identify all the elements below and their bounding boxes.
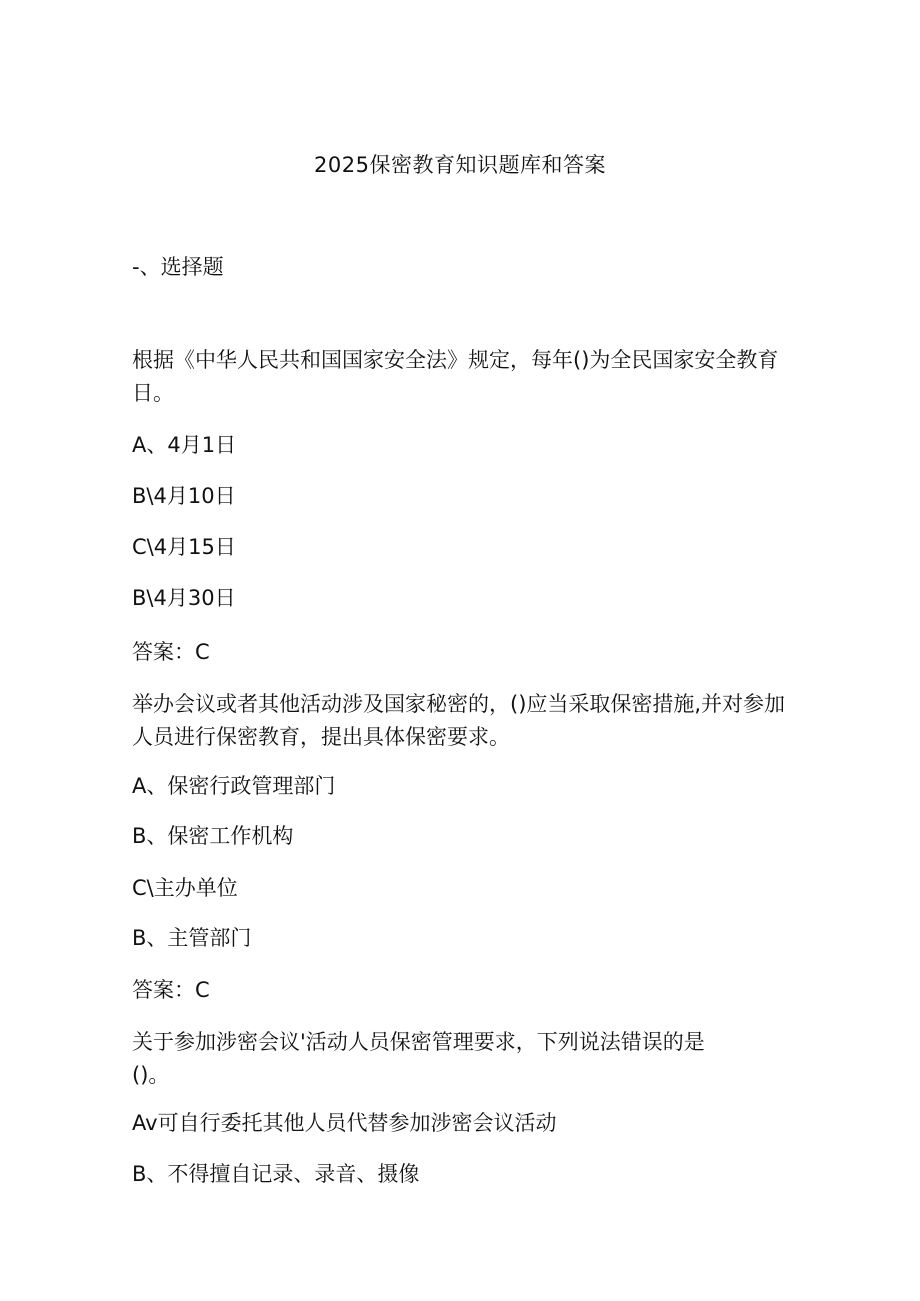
question-2-option-a: A、保密行政管理部门	[132, 774, 336, 798]
question-1-text: 根据《中华人民共和国国家安全法》规定，每年()为全民国家安全教育日。	[132, 348, 779, 405]
section-heading: -、选择题	[132, 255, 224, 279]
question-3-text: 关于参加涉密会议'活动人员保密管理要求，下列说法错误的是()。	[132, 1030, 705, 1087]
question-2-text: 举办会议或者其他活动涉及国家秘密的，()应当采取保密措施,并对参加人员进行保密教育，提出具体保密要求。	[132, 692, 786, 749]
question-1-option-a: A、4月1日	[132, 433, 237, 457]
question-3-option-b: B、不得擅自记录、录音、摄像	[132, 1162, 420, 1186]
question-1-option-b: B\4月10日	[132, 484, 236, 508]
question-2-option-c: C\主办单位	[132, 876, 238, 900]
question-2-option-b: B、保密工作机构	[132, 824, 294, 848]
question-1-option-d: B\4月30日	[132, 586, 236, 610]
question-2-option-d: B、主管部门	[132, 926, 252, 950]
document-title: 2025保密教育知识题库和答案	[314, 153, 606, 177]
question-1-option-c: C\4月15日	[132, 535, 236, 559]
question-1-answer: 答案：C	[132, 640, 210, 664]
question-3-option-a: Av可自行委托其他人员代替参加涉密会议活动	[132, 1111, 557, 1135]
question-2-answer: 答案：C	[132, 978, 210, 1002]
